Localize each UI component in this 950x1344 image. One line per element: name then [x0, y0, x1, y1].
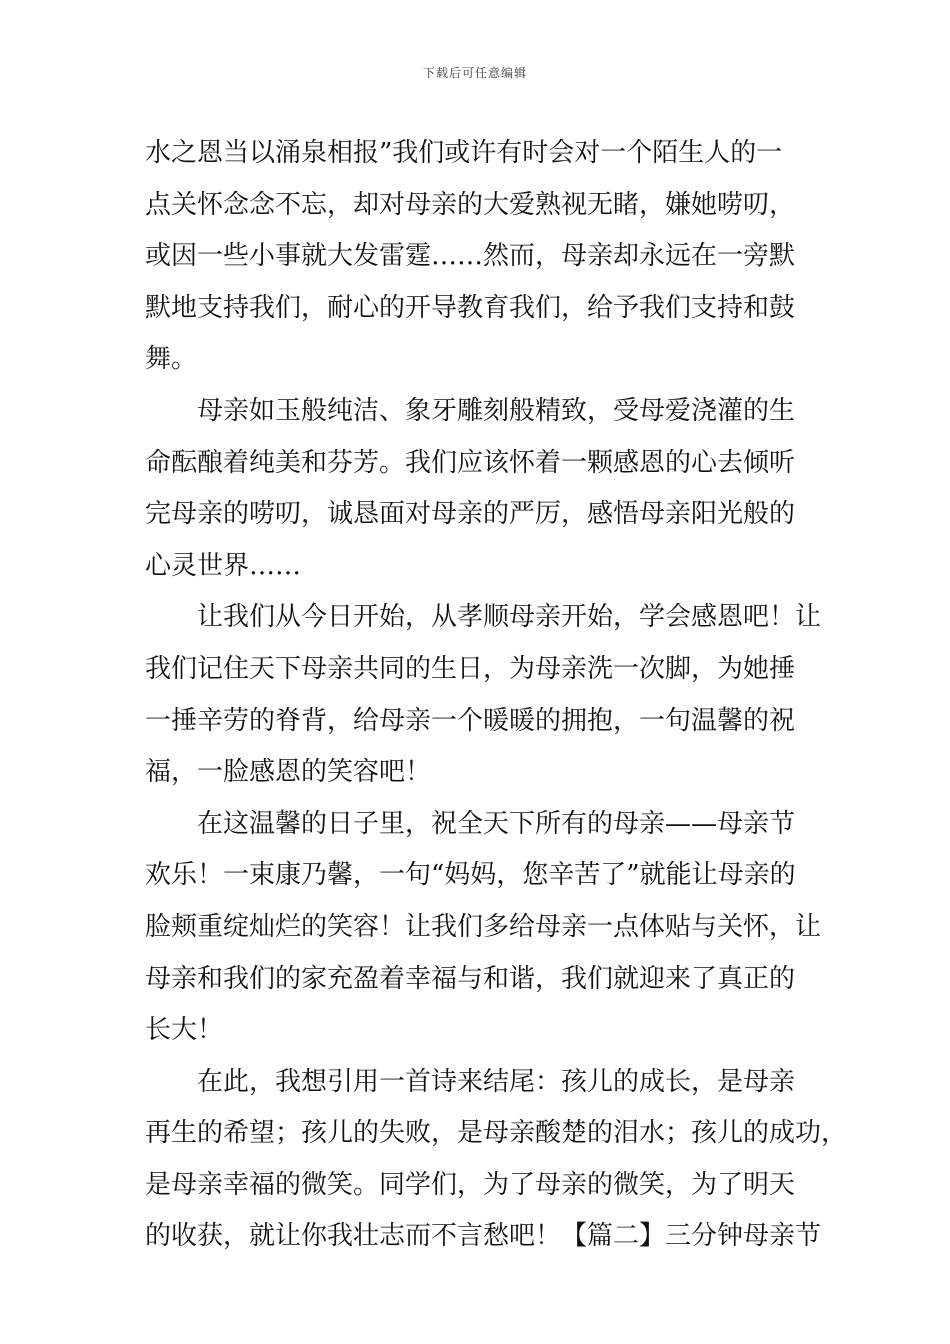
paragraph-start-line: 在这温馨的日子里，祝全天下所有的母亲——母亲节 [197, 808, 796, 839]
text-line: 长大！ [145, 1015, 224, 1046]
paragraph-start-line: 让我们从今日开始，从孝顺母亲开始，学会感恩吧！让 [197, 602, 822, 633]
text-line: 一捶辛劳的脊背，给母亲一个暖暖的拥抱，一句温馨的祝 [145, 705, 796, 736]
text-line: 母亲和我们的家充盈着幸福与和谐，我们就迎来了真正的 [145, 963, 796, 994]
text-line: 我们记住天下母亲共同的生日，为母亲洗一次脚，为她捶 [145, 653, 796, 684]
text-line: 水之恩当以涌泉相报”我们或许有时会对一个陌生人的一 [145, 138, 783, 168]
page-header: 下载后可任意编辑 [422, 66, 527, 80]
text-line: 点关怀念念不忘，却对母亲的大爱熟视无睹，嫌她唠叨， [145, 189, 796, 220]
text-line: 脸颊重绽灿烂的笑容！让我们多给母亲一点体贴与关怀，让 [145, 911, 822, 942]
text-line: 心灵世界…… [145, 550, 302, 581]
paragraph-start-line: 母亲如玉般纯洁、象牙雕刻般精致，受母爱浇灌的生 [197, 395, 796, 426]
text-line: 默地支持我们，耐心的开导教育我们，给予我们支持和鼓 [145, 292, 796, 323]
text-line: 舞。 [145, 344, 198, 375]
text-line: 福，一脸感恩的笑容吧！ [145, 757, 432, 788]
text-line: 的收获，就让你我壮志而不言愁吧！【篇二】三分钟母亲节 [145, 1221, 822, 1252]
paragraph-start-line: 在此，我想引用一首诗来结尾：孩儿的成长，是母亲 [197, 1066, 796, 1097]
text-line: 欢乐！一束康乃馨，一句“妈妈，您辛苦了”就能让母亲的 [145, 860, 796, 891]
text-line: 再生的希望；孩儿的失败，是母亲酸楚的泪水；孩儿的成功， [145, 1118, 848, 1149]
text-line: 或因一些小事就大发雷霆……然而，母亲却永远在一旁默 [145, 241, 796, 272]
text-line: 是母亲幸福的微笑。同学们，为了母亲的微笑，为了明天 [145, 1169, 796, 1200]
text-line: 完母亲的唠叨，诚恳面对母亲的严厉，感悟母亲阳光般的 [145, 499, 796, 530]
body-text [145, 128, 848, 1263]
text-line: 命酝酿着纯美和芬芳。我们应该怀着一颗感恩的心去倾听 [145, 447, 796, 478]
